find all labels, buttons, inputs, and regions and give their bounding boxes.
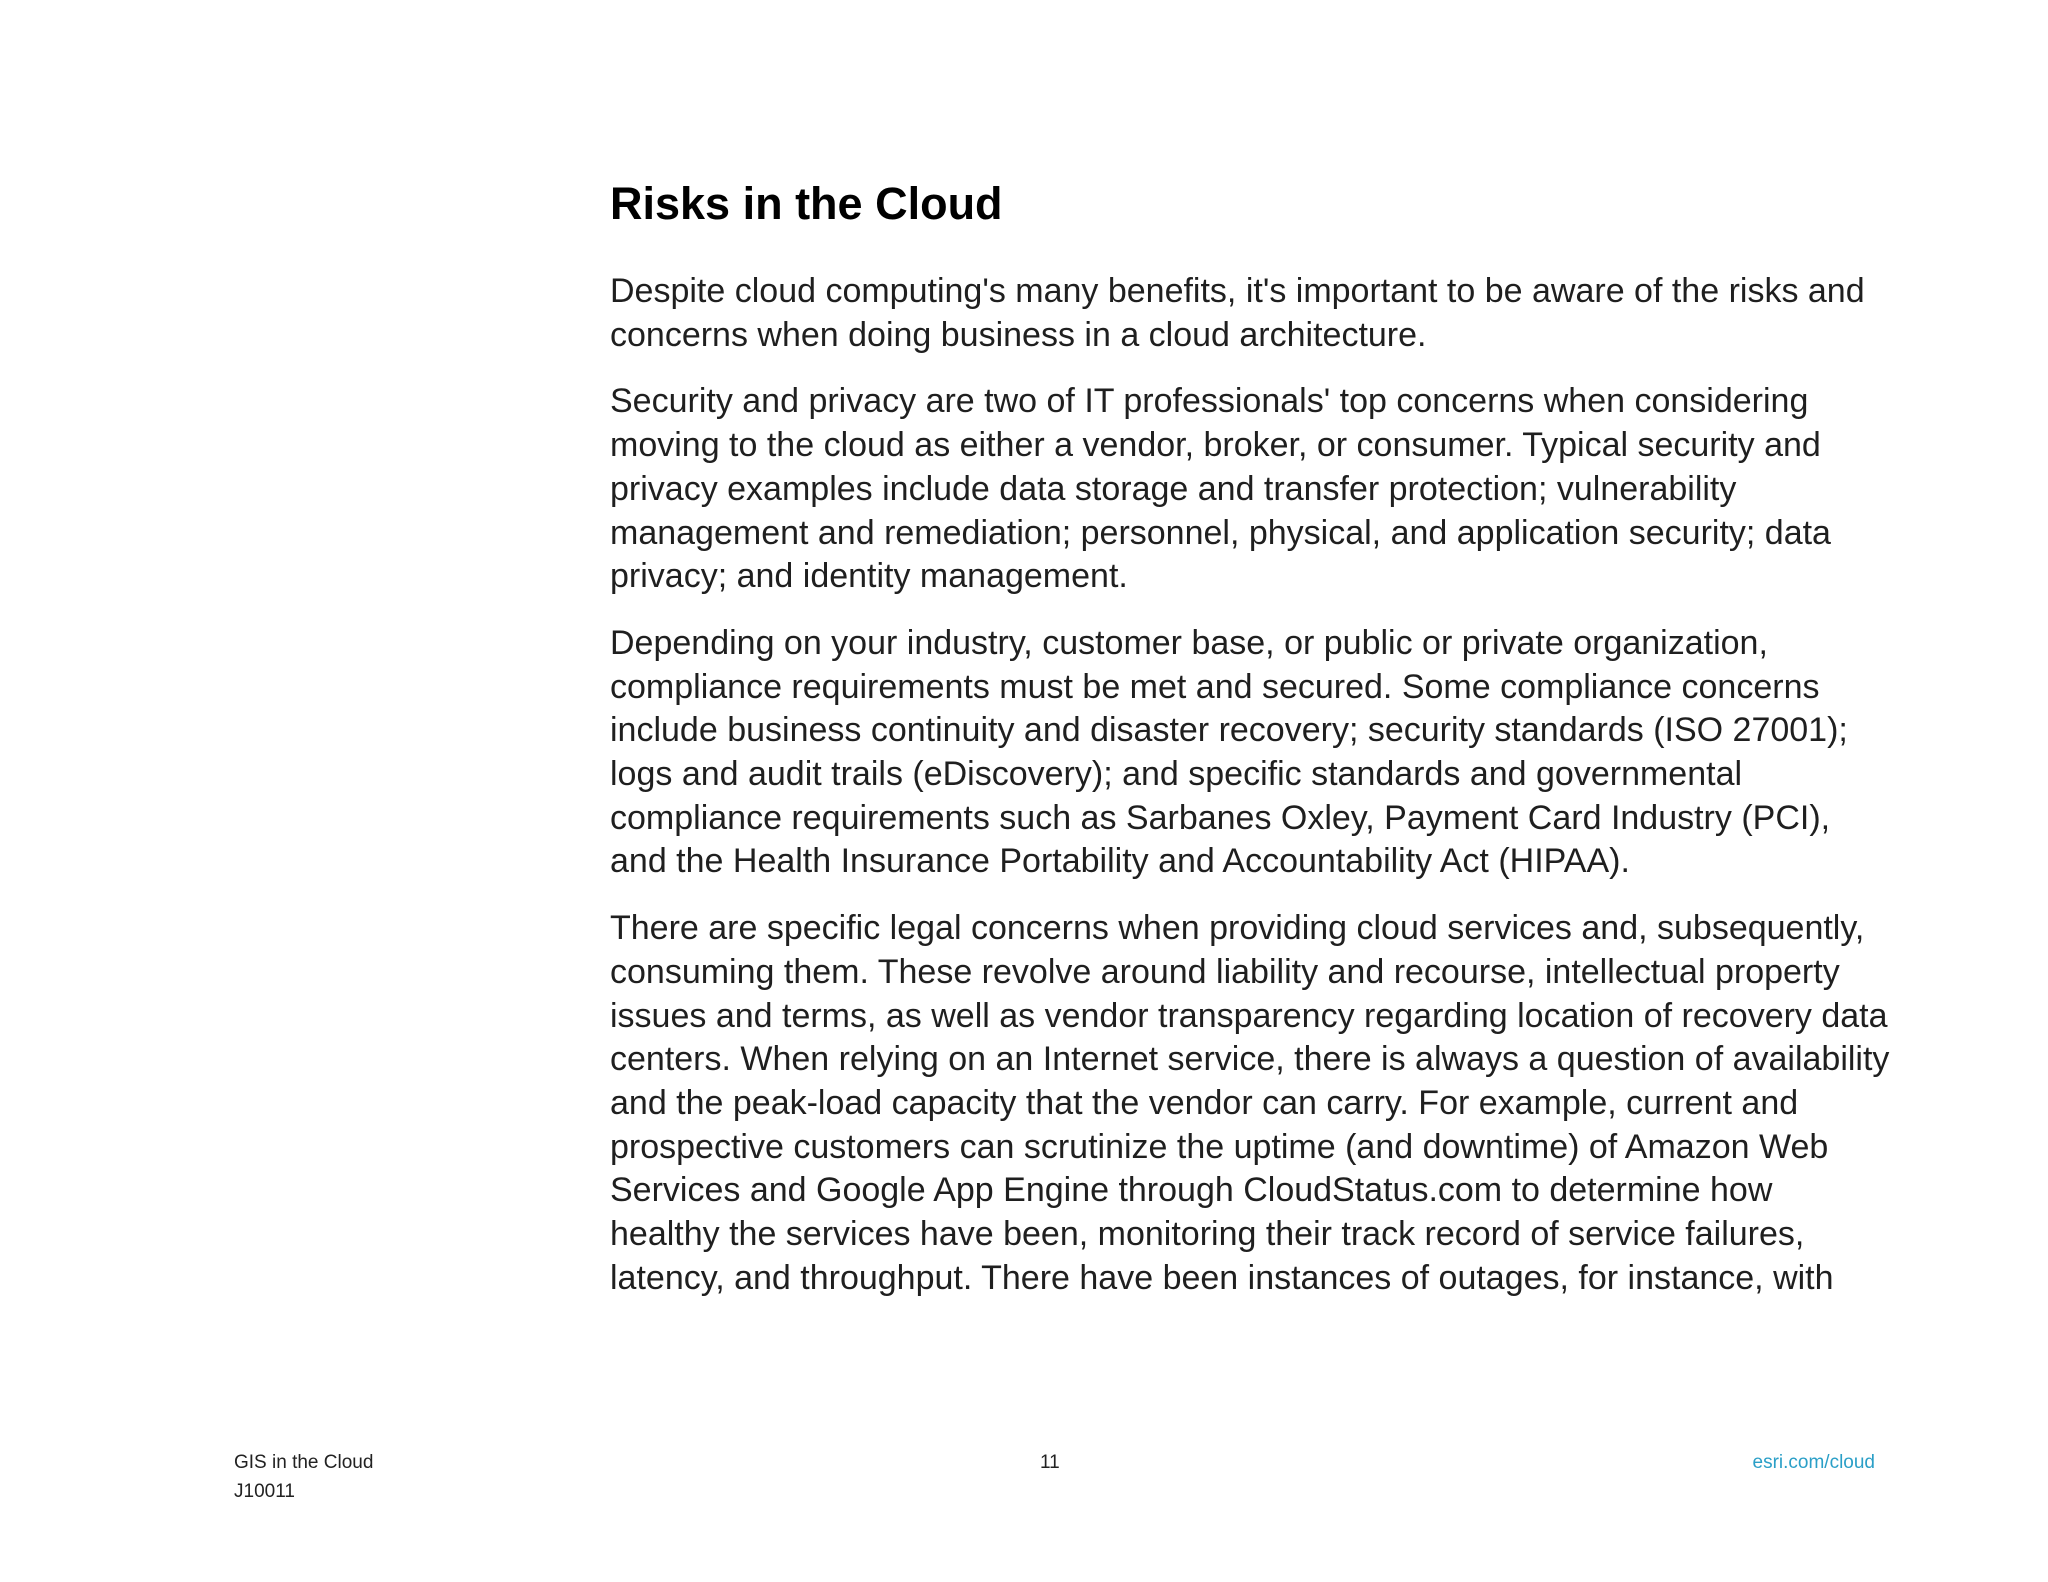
footer-doc-title: GIS in the Cloud	[234, 1452, 374, 1473]
footer-doc-info	[234, 1448, 373, 1506]
footer-website-link[interactable]: esri.com/cloud	[1752, 1452, 1875, 1473]
footer-doc-code: J10011	[234, 1481, 295, 1502]
paragraph-security-privacy: Security and privacy are two of IT professionals' top concerns when considering moving to the cloud as either a vendor, broker, or consumer. Typical security and privacy examples include data storage and transfer protection; vulnerability management and remediation; personnel, physical, and application security; data privacy; and identity management.	[610, 382, 1831, 596]
paragraph-compliance: Depending on your industry, customer base, or public or private organization, compliance requirements must be met and secured. Some compliance concerns include business continuity and disaster recovery; security standards (ISO 27001); logs and audit trails (eDiscovery); and specific standards and governmental compliance requirements such as Sarbanes Oxley, Payment Card Industry (PCI), and the Health Insurance Portability and Accountability Act (HIPAA).	[610, 623, 1848, 881]
document-body	[610, 176, 1890, 1323]
paragraph-legal: There are specific legal concerns when providing cloud services and, subsequently, consuming them. These revolve around liability and recourse, intellectual property issues and terms, as well as vendor transparency regarding location of recovery data centers. When relying on an Internet service, there is always a question of availability and the peak-load capacity that the vendor can carry. For example, current and prospective customers can scrutinize the uptime (and downtime) of Amazon Web Services and Google App Engine through CloudStatus.com to determine how healthy the services have been, monitoring their track record of service failures, latency, and throughput. There have been instances of outages, for instance, with	[610, 909, 1890, 1297]
page-title: Risks in the Cloud	[610, 178, 1003, 229]
page-number: 11	[1040, 1452, 1060, 1473]
paragraph-intro: Despite cloud computing's many benefits, it's important to be aware of the risks and concerns when doing business in a cloud architecture.	[610, 272, 1865, 354]
